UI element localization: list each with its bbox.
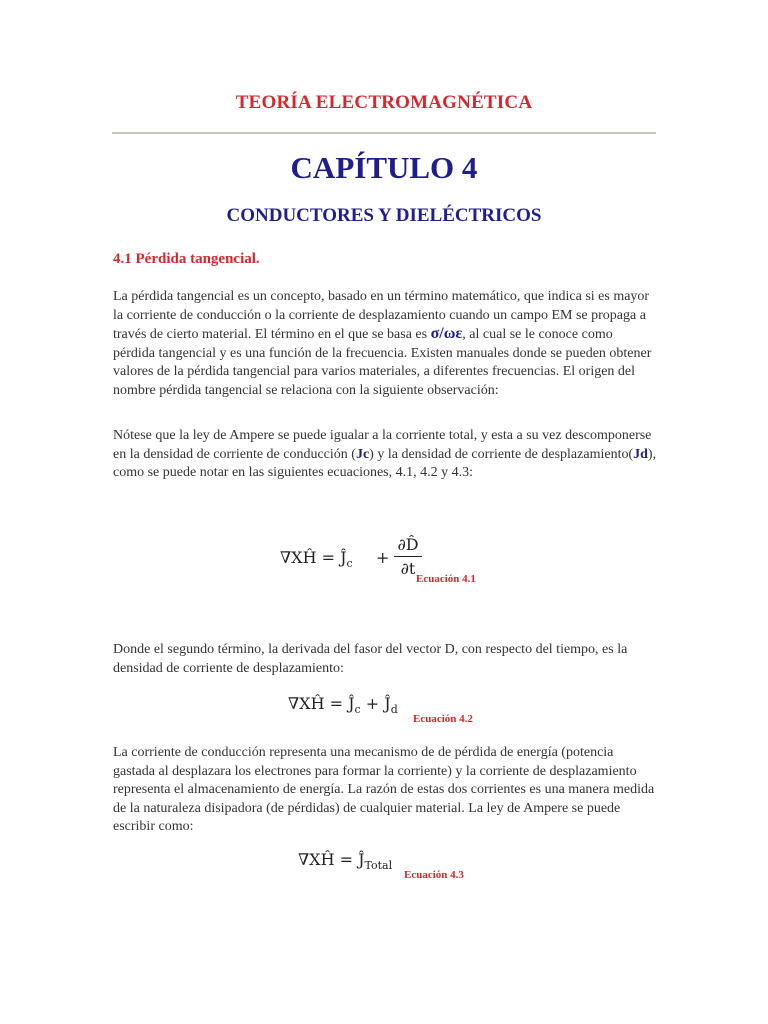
header-divider bbox=[112, 132, 656, 134]
eq2-sub-c: c bbox=[354, 703, 361, 717]
equation-4-3 bbox=[298, 850, 392, 872]
equation-4-3-label: Ecuación 4.3 bbox=[404, 869, 464, 881]
eq1-numerator: ∂D̂ bbox=[397, 535, 419, 554]
jc-symbol: Jc bbox=[355, 446, 370, 462]
jd-symbol: Jd bbox=[633, 446, 648, 462]
section-heading: 4.1 Pérdida tangencial. bbox=[113, 251, 260, 267]
paragraph-2-text-c: ), como se puede notar en las siguientes ecuaciones, 4.1, 4.2 y 4.3: bbox=[113, 446, 657, 480]
eq3-sub-total: Total bbox=[364, 859, 393, 873]
eq3-lhs: ∇XĤ = Ĵ bbox=[298, 850, 365, 869]
paragraph-2-text-a: Nótese que la ley de Ampere se puede igualar a la corriente total, y esta a su vez descomponerse en la densidad de corriente de conducción ( bbox=[113, 428, 652, 462]
equation-4-1-label: Ecuación 4.1 bbox=[416, 573, 476, 585]
equation-4-2 bbox=[288, 694, 398, 716]
paragraph-2-text-b: ) y la densidad de corriente de desplazamiento( bbox=[369, 446, 634, 462]
equation-4-1 bbox=[280, 533, 420, 583]
eq1-denominator: ∂t bbox=[400, 559, 416, 578]
eq1-plus: + bbox=[376, 548, 390, 567]
paragraph-2 bbox=[113, 427, 658, 483]
eq1-lhs: ∇XĤ = Ĵ bbox=[280, 548, 347, 567]
paragraph-3: Donde el segundo término, la derivada del fasor del vector D, con respecto del tiempo, es la densidad de corriente de desplazamiento: bbox=[113, 642, 628, 676]
eq2-sub-d: d bbox=[390, 703, 398, 717]
paragraph-1-text-a: La pérdida tangencial es un concepto, basado en un término matemático, que indica si es mayor la corriente de conducción o la corriente de desplazamiento cuando un campo EM se propaga a través de cierto material. El término en el que se basa es bbox=[113, 289, 650, 342]
loss-tangent-symbol: σ/ωε bbox=[430, 325, 463, 342]
paragraph-4: La corriente de conducción representa una mecanismo de de pérdida de energía (potencia gastada al desplazara los electrones para formar la corriente) y la corriente de desplazamiento representa el almacenamiento de energía. La razón de estas dos corrientes es una manera medida de la naturaleza disipadora (de pérdidas) de cualquier material. La ley de Ampere se puede escribir como: bbox=[113, 745, 655, 834]
eq1-sub: c bbox=[346, 557, 353, 571]
eq2-lhs: ∇XĤ = Ĵ bbox=[288, 694, 355, 713]
paragraph-1 bbox=[113, 288, 658, 400]
eq2-plus: + Ĵ bbox=[365, 694, 391, 713]
eq1-fraction-bar bbox=[394, 556, 422, 557]
chapter-subtitle: CONDUCTORES Y DIELÉCTRICOS bbox=[226, 205, 542, 226]
chapter-title: CAPÍTULO 4 bbox=[290, 150, 478, 185]
header-title: TEORÍA ELECTROMAGNÉTICA bbox=[235, 92, 533, 113]
equation-4-2-label: Ecuación 4.2 bbox=[413, 713, 473, 725]
paragraph-1-text-b: , al cual se le conoce como pérdida tangencial y es una función de la frecuencia. Existen manuales donde se pueden obtener valores de la pérdida tangencial para varios materiales, a diferentes frecuencias. El origen del nombre pérdida tangencial se relaciona con la siguiente observación: bbox=[113, 327, 652, 398]
